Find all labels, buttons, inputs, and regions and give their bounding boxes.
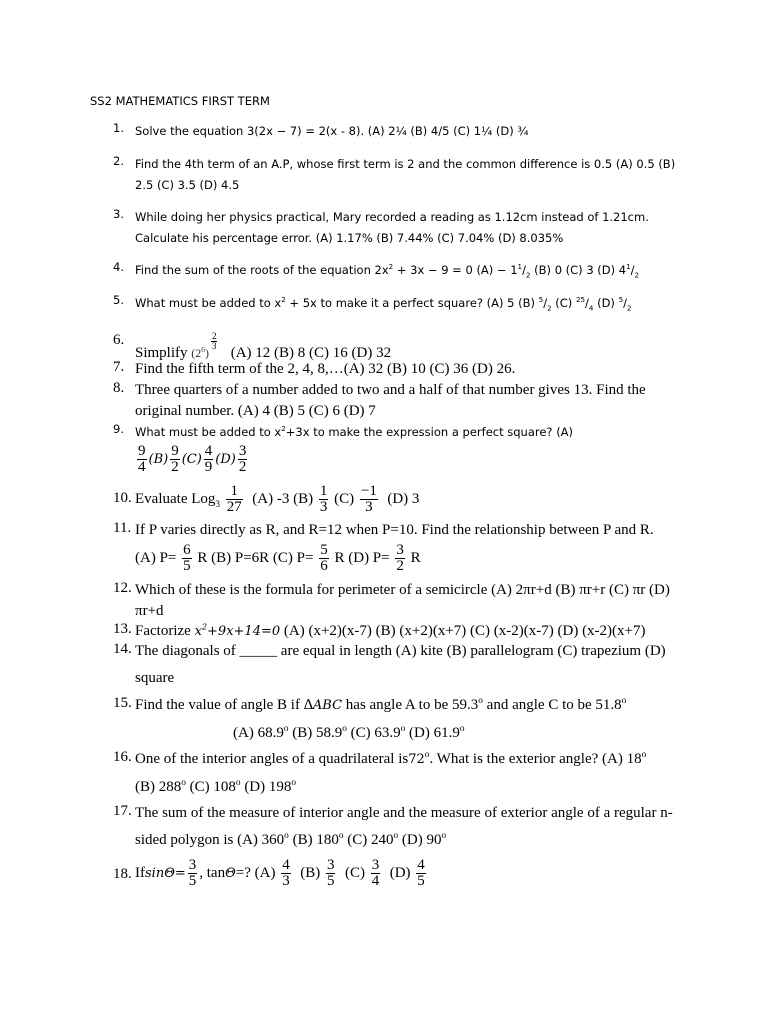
- question-text: Which of these is the formula for perimeter of a semicircle (A) 2πr+d (B) πr+r (C) πr (D) πr+d: [135, 582, 670, 619]
- question-18: [113, 858, 678, 889]
- question-number: 17.: [113, 803, 132, 819]
- question-text: The sum of the measure of interior angle and the measure of exterior angle of a regular n-sided polygon is (A) 360$^o$ (B) 180$^o$ (C) 240$^o$ (D) 90$^o$: [135, 805, 673, 848]
- page-title: SS2 MATHEMATICS FIRST TERM: [90, 94, 270, 108]
- question-9: [113, 422, 678, 475]
- question-text: If P varies directly as R, and R=12 when P=10. Find the relationship between P and R. (A) P= $\frac{6}{5}$ R (B) P=6R (C) P= $\frac{5}{6}$ R (D) P= $\frac{3}{2}$ R: [135, 522, 654, 574]
- question-4: [113, 260, 678, 281]
- question-number: 6.: [113, 332, 125, 348]
- question-14: [113, 641, 678, 692]
- question-text: What must be added to $x^2+3x$ to make the expression a perfect square? (A): [135, 424, 574, 439]
- question-text: Find the fifth term of the 2, 4, 8,…(A) 32 (B) 10 (C) 36 (D) 26.: [135, 361, 516, 377]
- question-number: 5.: [113, 293, 124, 307]
- question-number: 1.: [113, 121, 124, 135]
- question-7: [113, 359, 678, 380]
- question-number: 7.: [113, 359, 125, 375]
- question-17: [113, 803, 678, 854]
- question-12: [113, 580, 678, 621]
- question-text: The diagonals of _____ are equal in length (A) kite (B) parallelogram (C) trapezium (D) square: [135, 643, 666, 686]
- question-number: 10.: [113, 490, 132, 506]
- question-3: [113, 207, 678, 249]
- question-number: 3.: [113, 207, 124, 221]
- question-10: [113, 484, 678, 515]
- question-number: 18.: [113, 866, 132, 882]
- question-15: [113, 695, 678, 743]
- question-number: 11.: [113, 520, 132, 536]
- question-text: Evaluate Log$_3$ $\frac{1}{27}$ (A) -3 (B) $\frac{1}{3}$ (C) $\frac{-1}{3}$ (D) 3: [135, 483, 420, 515]
- question-16: [113, 749, 678, 797]
- question-8: [113, 380, 678, 421]
- question-number: 14.: [113, 641, 132, 657]
- question-text: Solve the equation 3(2x − 7) = 2(x - 8). (A) 2¼ (B) 4/5 (C) 1¼ (D) ¾: [135, 124, 529, 138]
- question-number: 4.: [113, 260, 124, 274]
- question-text: What must be added to $x^2 + 5x$ to make it a perfect square? (A) 5 (B) $^5/_2$ (C) $^{25}/_4$ (D) $^5/_2$: [135, 295, 632, 313]
- question-2: [113, 154, 678, 196]
- question-text: Find the 4th term of an A.P, whose first term is 2 and the common difference is 0.5 (A) 0.5 (B) 2.5 (C) 3.5 (D) 4.5: [135, 157, 676, 192]
- question-text: Find the sum of the roots of the equation $2x^2 + 3x - 9 = 0$ $(A) - 1^1/_2$ (B) 0 (C) 3 (D) $4^1/_2$: [135, 262, 640, 280]
- question-number: 8.: [113, 380, 125, 396]
- question-5: [113, 293, 678, 314]
- question-text: IfsinΘ= $\frac{3}{5}$ , tanΘ=? (A) $\frac{4}{3}$ (B) $\frac{3}{5}$ (C) $\frac{3}{4}$ (D) $\frac{4}{5}$: [135, 857, 425, 889]
- question-1: [113, 121, 678, 142]
- question-text: Factorize $x^2+9x+14=0$ (A) (x+2)(x-7) (B) (x+2)(x+7) (C) (x-2)(x-7) (D) (x-2)(x+7): [135, 622, 646, 639]
- question-number: 15.: [113, 695, 132, 711]
- question-11: [113, 520, 678, 574]
- question-text: While doing her physics practical, Mary recorded a reading as 1.12cm instead of 1.21cm. Calculate his percentage error. (A) 1.17% (B) 7.44% (C) 7.04% (D) 8.035%: [135, 210, 649, 245]
- question-text: Simplify $(2^6)$ $\frac{2}{3}$ (A) 12 (B) 8 (C) 16 (D) 32: [135, 331, 392, 361]
- question-number: 9.: [113, 422, 124, 436]
- question-number: 12.: [113, 580, 132, 596]
- question-number: 2.: [113, 154, 124, 168]
- question-text: Three quarters of a number added to two and a half of that number gives 13. Find the original number. (A) 4 (B) 5 (C) 6 (D) 7: [135, 382, 646, 419]
- question-text: Find the value of angle B if ∆ABC has angle A to be 59.3$^o$ and angle C to be 51.8$^o$ (A) 68.9$^o$ (B) 58.9$^o$ (C) 63.9$^o$ (D) 61.9$^o$: [135, 696, 627, 741]
- question-text: One of the interior angles of a quadrilateral is72$^o$. What is the exterior angle? (A) 18$^o$ (B) 288$^o$ (C) 108$^o$ (D) 198$^o$: [135, 750, 647, 795]
- question-number: 16.: [113, 749, 132, 765]
- answer-options: $\frac{9}{4}$ (B) $\frac{9}{2}$ (C) $\frac{4}{9}$ (D) $\frac{3}{2}$: [138, 443, 247, 475]
- question-number: 13.: [113, 621, 132, 637]
